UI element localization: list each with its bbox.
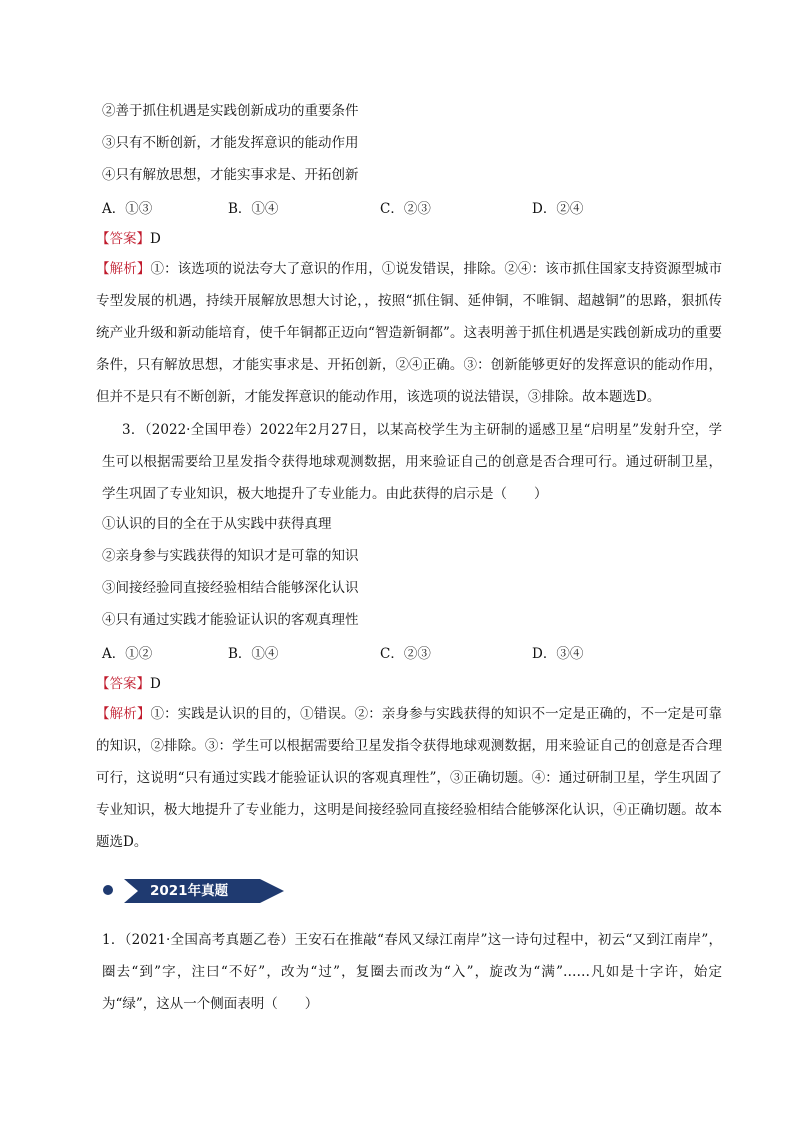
analysis-label: 【解析】 <box>96 706 151 722</box>
q2-option-3: ③只有不断创新，才能发挥意识的能动作用 <box>102 135 359 151</box>
q3-analysis <box>96 698 722 858</box>
question-number: 3． <box>122 422 145 438</box>
question-source: （2022·全国甲卷） <box>144 422 260 438</box>
question-stem: 2022年2月27日，以某高校学生为主研制的遥感卫星“启明星”发射升空，学生可以根据需要给卫星发指令获得地球观测数据，用来验证自己的创意是否合理可行。通过研制卫星，学生巩固了专业知识，极大地提升了专业能力。由此获得的启示是（ ） <box>102 422 722 502</box>
q3-choice-d: D．③④ <box>532 646 584 662</box>
q3-choice-a: A．①② <box>102 646 153 662</box>
q2-option-4: ④只有解放思想，才能实事求是、开拓创新 <box>102 167 359 183</box>
bullet-icon <box>103 885 113 895</box>
q2-option-2: ②善于抓住机遇是实践创新成功的重要条件 <box>102 103 359 119</box>
q3-option-3: ③间接经验同直接经验相结合能够深化认识 <box>102 580 359 596</box>
q3-choice-b: B．①④ <box>228 646 279 662</box>
q3-choices <box>102 642 722 662</box>
q3-option-1: ①认识的目的全在于从实践中获得真理 <box>102 516 332 532</box>
q3-option-4: ④只有通过实践才能验证认识的客观真理性 <box>102 612 359 628</box>
q2-answer <box>96 229 161 249</box>
answer-label: 【答案】 <box>96 676 150 692</box>
answer-label: 【答案】 <box>96 231 150 247</box>
q3-choice-c: C．②③ <box>380 646 431 662</box>
answer-value: D <box>150 676 161 692</box>
q2-choice-b: B．①④ <box>228 201 279 217</box>
q3-option-2: ②亲身参与实践获得的知识才是可靠的知识 <box>102 548 359 564</box>
section-title: 2021年真题 <box>150 883 229 899</box>
question-source: （2021·全国高考真题乙卷） <box>124 932 295 948</box>
question-stem: 王安石在推敲“春风又绿江南岸”这一诗句过程中，初云“又到江南岸”，圈去“到”字，注曰“不好”，改为“过”，复圈去而改为“入”，旋改为“满”……凡如是十字许，始定为“绿”，这从一个侧面表明（ ） <box>102 932 722 1012</box>
analysis-label: 【解析】 <box>96 261 151 277</box>
analysis-text: ①：实践是认识的目的，①错误。②：亲身参与实践获得的知识不一定是正确的，不一定是可靠的知识，②排除。③：学生可以根据需要给卫星发指令获得地球观测数据，用来验证自己的创意是否合理可行，这说明“只有通过实践才能验证认识的客观真理性”，③正确切题。④：通过研制卫星，学生巩固了专业知识，极大地提升了专业能力，这明是间接经验同直接经验相结合能够深化认识，④正确切题。故本题选D。 <box>96 706 723 850</box>
q2-choice-c: C．②③ <box>380 201 431 217</box>
q2021-1-stem <box>102 924 722 1020</box>
answer-value: D <box>150 231 161 247</box>
q2-analysis <box>96 253 722 413</box>
q2-choices <box>102 197 722 217</box>
analysis-text: ①：该选项的说法夸大了意识的作用，①说发错误，排除。②④：该市抓住国家支持资源型城市专型发展的机遇，持续开展解放思想大讨论，，按照“抓住铜、延伸铜，不唯铜、超越铜”的思路，狠抓传统产业升级和新动能培育，使千年铜都正迈向“智造新铜都”。这表明善于抓住机遇是实践创新成功的重要条件，只有解放思想，才能实事求是、开拓创新，②④正确。③：创新能够更好的发挥意识的能动作用，但并不是只有不断创新，才能发挥意识的能动作用，该选项的说法错误，③排除。故本题选D。 <box>96 261 723 405</box>
question-number: 1． <box>102 932 125 948</box>
q3-stem <box>102 414 722 510</box>
q2-choice-d: D．②④ <box>532 201 584 217</box>
q3-answer <box>96 674 161 694</box>
q2-choice-a: A．①③ <box>102 201 153 217</box>
